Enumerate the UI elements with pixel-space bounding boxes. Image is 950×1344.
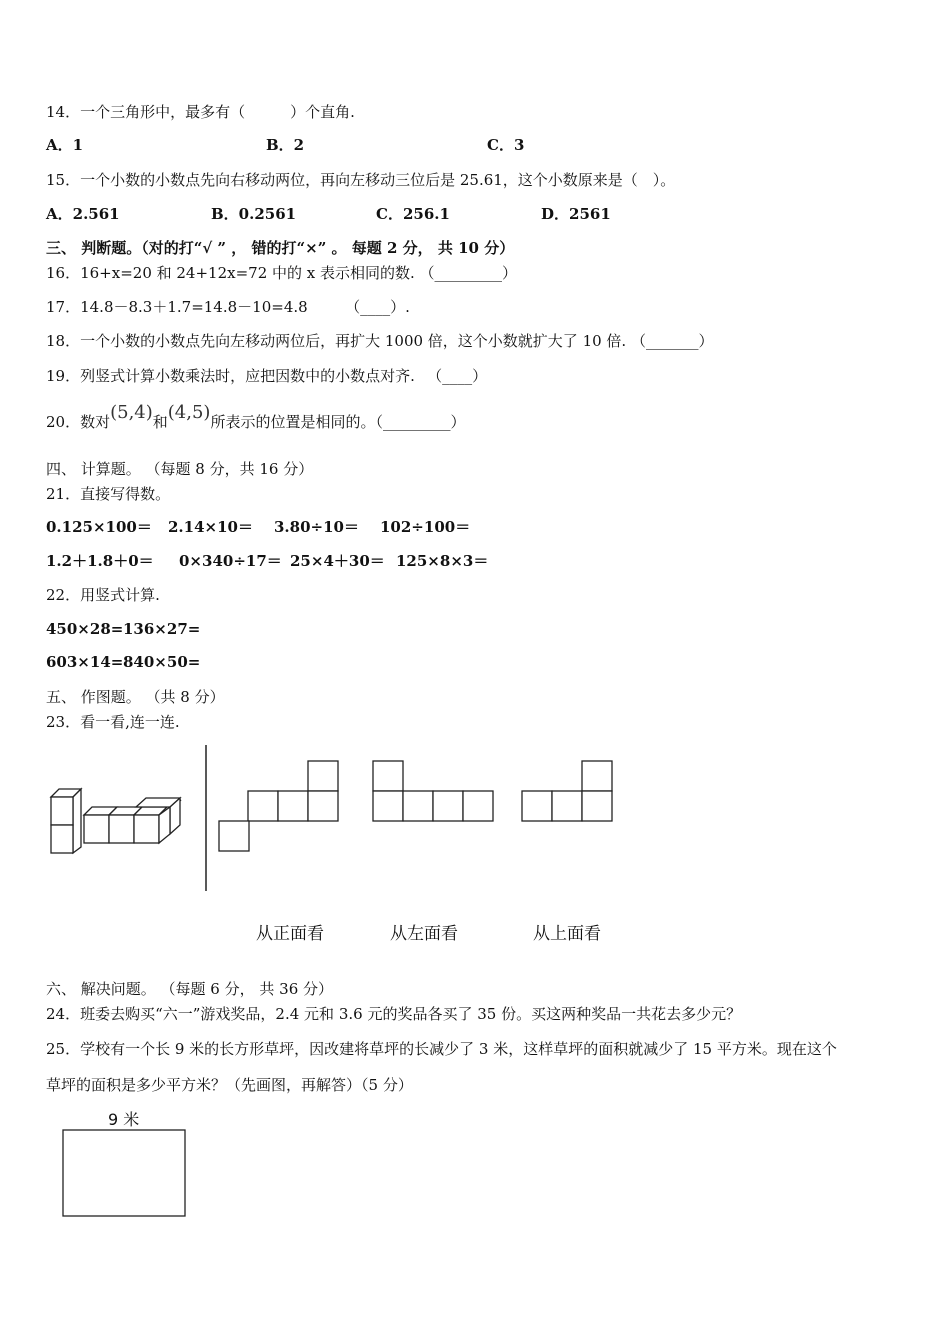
- q22-item: 136×27=: [123, 620, 201, 638]
- question-15: 15．一个小数的小数点先向右移动两位，再向左移动三位后是 25.61，这个小数原来是（ ）。: [46, 171, 676, 189]
- question-14: 14．一个三角形中，最多有（ ）个直角.: [46, 103, 355, 121]
- caption-top-view: 从上面看: [533, 924, 601, 944]
- q14-option-a: A．1: [46, 136, 84, 154]
- question-16: 16．16+x=20 和 24+12x=72 中的 x 表示相同的数. （_________）: [46, 264, 518, 282]
- question-25-line-1: 25．学校有一个长 9 米的长方形草坪，因改建将草坪的长减少了 3 米，这样草坪的面积就减少了 15 平方米。现在这个: [46, 1040, 837, 1058]
- q21-item: 25×4＋30＝: [290, 552, 385, 570]
- q21-item: 125×8×3＝: [396, 552, 489, 570]
- q20-coord-1: (5,4): [110, 402, 153, 423]
- caption-left-view: 从左面看: [390, 924, 458, 944]
- section-5-title: 五、 作图题。 （共 8 分）: [46, 688, 225, 706]
- q25-figure-label: 9 米: [108, 1110, 140, 1129]
- question-24: 24．班委去购买“六一”游戏奖品，2.4 元和 3.6 元的奖品各买了 35 份。买这两种奖品一共花去多少元？: [46, 1005, 742, 1023]
- question-21: 21．直接写得数。: [46, 485, 171, 503]
- q21-item: 1.2＋1.8＋0＝: [46, 552, 154, 570]
- q22-item: 840×50=: [123, 653, 201, 671]
- q20-suffix: 所表示的位置是相同的。（_________）: [210, 413, 466, 431]
- front-view-figure: [218, 760, 342, 854]
- q14-option-b: B．2: [266, 136, 305, 154]
- question-22: 22．用竖式计算.: [46, 586, 160, 604]
- caption-front-view: 从正面看: [256, 924, 324, 944]
- q21-item: 3.80÷10＝: [274, 518, 359, 536]
- question-17: 17．14.8－8.3＋1.7=14.8－10=4.8 （____）.: [46, 298, 410, 316]
- left-view-figure: [372, 760, 498, 824]
- q21-item: 0.125×100＝: [46, 518, 152, 536]
- q15-option-d: D．2561: [541, 205, 611, 223]
- q22-item: 450×28=: [46, 620, 124, 638]
- section-6-title: 六、 解决问题。 （每题 6 分， 共 36 分）: [46, 980, 334, 998]
- section-4-title: 四、 计算题。 （每题 8 分，共 16 分）: [46, 460, 314, 478]
- question-18: 18．一个小数的小数点先向左移动两位后，再扩大 1000 倍，这个小数就扩大了 10 倍. （_______）: [46, 332, 714, 350]
- q20-prefix: 20．数对: [46, 413, 111, 431]
- top-view-figure: [521, 760, 617, 824]
- question-20: [46, 402, 466, 432]
- question-25-line-2: 草坪的面积是多少平方米？（先画图，再解答）（5 分）: [46, 1076, 413, 1094]
- q20-mid: 和: [152, 413, 168, 431]
- q21-item: 102÷100＝: [380, 518, 471, 536]
- q25-rectangle-figure: [62, 1129, 188, 1219]
- q15-option-a: A．2.561: [46, 205, 120, 223]
- q21-item: 2.14×10＝: [168, 518, 253, 536]
- section-3-title: 三、 判断题。（对的打“√ ” ， 错的打“×” 。 每题 2 分， 共 10 分）: [46, 239, 515, 257]
- q21-item: 0×340÷17＝: [179, 552, 282, 570]
- q20-coord-2: (4,5): [167, 402, 211, 423]
- q15-option-c: C．256.1: [376, 205, 450, 223]
- figure-divider: [203, 745, 209, 893]
- question-23: 23．看一看,连一连.: [46, 713, 180, 731]
- cube-solid-figure: [44, 785, 189, 860]
- q14-option-c: C．3: [487, 136, 525, 154]
- q22-item: 603×14=: [46, 653, 124, 671]
- question-19: 19．列竖式计算小数乘法时，应把因数中的小数点对齐. （____）: [46, 367, 488, 385]
- q15-option-b: B．0.2561: [211, 205, 297, 223]
